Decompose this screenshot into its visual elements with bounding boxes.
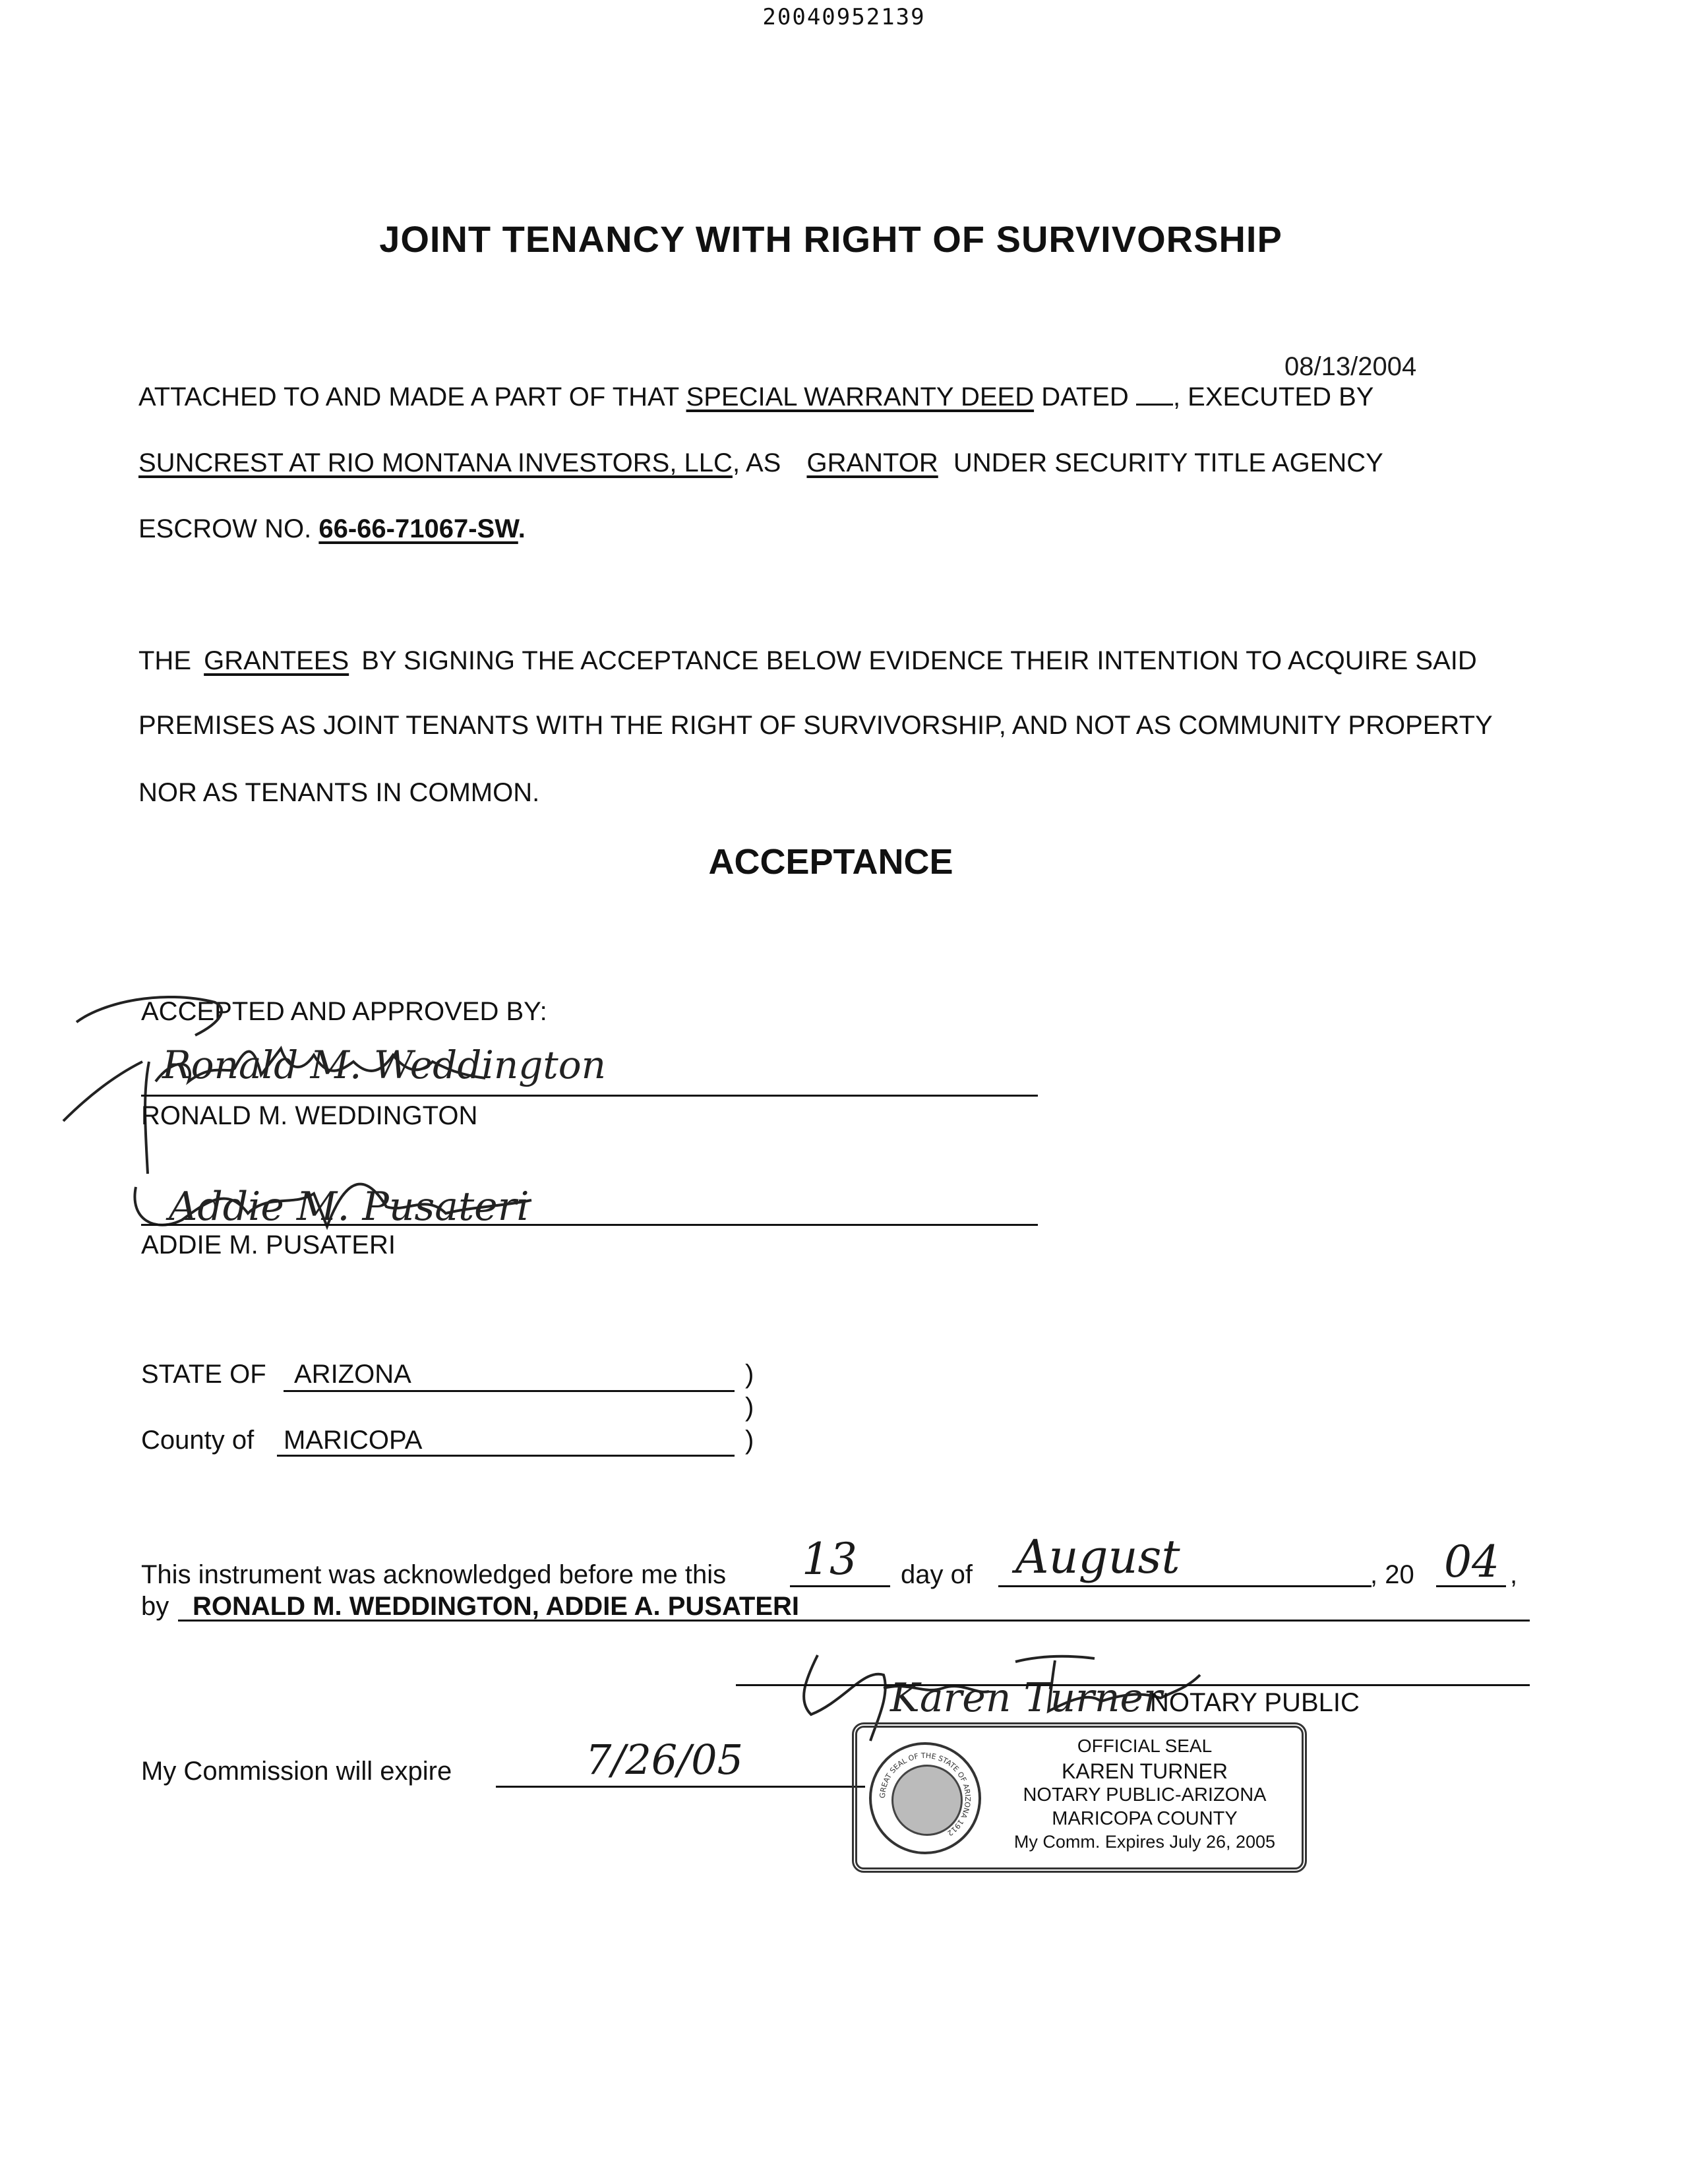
seal-line-3: NOTARY PUBLIC-ARIZONA (1023, 1784, 1267, 1805)
signer-name-1: RONALD M. WEDDINGTON (141, 1101, 478, 1130)
commission-line (496, 1786, 865, 1788)
ack-day: 13 (802, 1534, 857, 1585)
ack-text: This instrument was acknowledged before me this (141, 1560, 727, 1589)
para1-line2 (138, 448, 1383, 478)
para1-text: ATTACHED TO AND MADE A PART OF THAT (138, 382, 679, 411)
escrow-period: . (518, 514, 526, 543)
deed-type: SPECIAL WARRANTY DEED (686, 382, 1035, 411)
commission-label: My Commission will expire (141, 1757, 452, 1786)
title-agency-text: UNDER SECURITY TITLE AGENCY (953, 448, 1383, 477)
notary-public-label: NOTARY PUBLIC (1150, 1688, 1360, 1717)
signature-text-2: Addie M. Pusateri (169, 1184, 529, 1230)
ack-by-line (178, 1620, 1530, 1622)
grantor-role: GRANTOR (806, 448, 938, 477)
seal-line-1: OFFICIAL SEAL (1077, 1736, 1213, 1756)
para2-line1 (138, 646, 1477, 676)
signature-line-2 (141, 1224, 1038, 1226)
grantor-name: SUNCREST AT RIO MONTANA INVESTORS, LLC (138, 448, 733, 477)
dated-value: 08/13/2004 (1284, 352, 1417, 381)
recording-number: 20040952139 (762, 4, 926, 30)
venue-paren-3: ) (745, 1426, 754, 1455)
ack-comma: , (1510, 1560, 1518, 1589)
notary-seal (852, 1722, 1307, 1873)
signature-line-1 (141, 1095, 1038, 1097)
notary-signature-text: Karen Turner (890, 1675, 1162, 1721)
para2-text: THE (138, 646, 191, 675)
executed-by-label: , EXECUTED BY (1172, 382, 1374, 411)
county-value: MARICOPA (284, 1426, 423, 1455)
venue-paren-1: ) (745, 1360, 754, 1389)
acceptance-heading: ACCEPTANCE (708, 842, 953, 882)
seal-line-5: My Comm. Expires July 26, 2005 (1013, 1832, 1276, 1852)
dated-label: DATED (1041, 382, 1129, 411)
ack-month-line (998, 1585, 1372, 1587)
para2-line2: PREMISES AS JOINT TENANTS WITH THE RIGHT OF SURVIVORSHIP, AND NOT AS COMMUNITY PROPERTY (138, 711, 1493, 740)
para2-line3: NOR AS TENANTS IN COMMON. (138, 778, 540, 807)
state-seal-emblem (869, 1742, 981, 1854)
signature-text-1: Ronald M. Weddington (162, 1043, 606, 1087)
ack-day-of: day of (901, 1560, 973, 1589)
state-label: STATE OF (141, 1360, 266, 1389)
escrow-number: 66-66-71067-SW (318, 514, 518, 543)
county-line (277, 1455, 735, 1457)
escrow-label: ESCROW NO. (138, 514, 312, 543)
venue-paren-2: ) (745, 1393, 754, 1422)
ack-by-label: by (141, 1592, 169, 1621)
accepted-approved-label: ACCEPTED AND APPROVED BY: (141, 997, 547, 1026)
ack-year-prefix: , 20 (1370, 1560, 1414, 1589)
signer-name-2: ADDIE M. PUSATERI (141, 1230, 396, 1259)
ack-year: 04 (1444, 1536, 1499, 1587)
seal-line-2: KAREN TURNER (1062, 1759, 1228, 1783)
notary-signature-line (736, 1684, 1530, 1686)
state-line (284, 1390, 735, 1392)
para1-line3 (138, 514, 526, 544)
document-title: JOINT TENANCY WITH RIGHT OF SURVIVORSHIP (379, 218, 1282, 260)
ack-month: August (1015, 1530, 1180, 1584)
seal-emblem-text: GREAT SEAL OF THE STATE OF ARIZONA 1912 (878, 1751, 973, 1838)
dated-blank (1136, 384, 1173, 406)
para1-line1 (138, 382, 1373, 412)
grantees-label: GRANTEES (204, 646, 349, 675)
seal-line-4: MARICOPA COUNTY (1052, 1808, 1238, 1829)
ack-year-line (1436, 1585, 1506, 1587)
signature-addie-pusateri (129, 1147, 551, 1240)
ack-by-names: RONALD M. WEDDINGTON, ADDIE A. PUSATERI (193, 1592, 799, 1621)
para2-text-cont: BY SIGNING THE ACCEPTANCE BELOW EVIDENCE THEIR INTENTION TO ACQUIRE SAID (361, 646, 1477, 675)
commission-date: 7/26/05 (586, 1736, 744, 1784)
ack-day-line (790, 1585, 890, 1587)
as-label: , AS (732, 448, 781, 477)
county-label: County of (141, 1426, 255, 1455)
state-value: ARIZONA (294, 1360, 411, 1389)
